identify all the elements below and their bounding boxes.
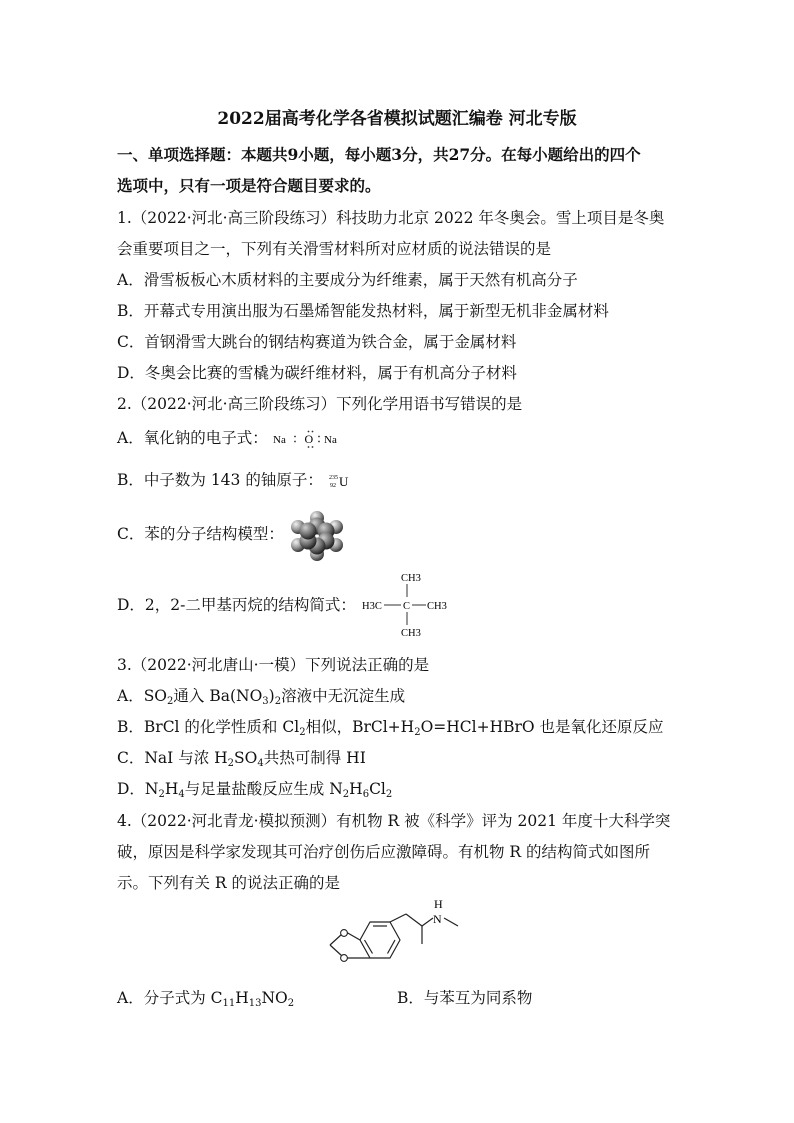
oxygen-atom <box>341 955 348 962</box>
subscript: 2 <box>299 727 306 738</box>
benzene-ring <box>360 922 400 958</box>
text: 通入 Ba(NO <box>173 687 263 705</box>
q3-option-d <box>117 779 392 799</box>
text: ) <box>268 687 275 705</box>
section-header-line1: 一、单项选择题：本题共9小题，每小题3分，共27分。在每小题给出的四个 <box>117 145 641 164</box>
electron-dot <box>318 436 320 438</box>
text: B．BrCl 的化学性质和 Cl <box>117 718 300 736</box>
central-carbon: C <box>403 601 411 612</box>
subscript: 2 <box>167 696 174 707</box>
q2-option-d-text: D．2，2-二甲基丙烷的结构简式： <box>117 596 356 614</box>
text: 溶液中无沉淀生成 <box>281 687 406 705</box>
subscript: 2 <box>287 998 295 1009</box>
q3-option-a <box>117 686 405 706</box>
electron-dot <box>294 436 296 438</box>
text: A．SO <box>117 687 168 705</box>
subscript: 3 <box>262 696 269 707</box>
methyl-top: CH3 <box>401 573 421 584</box>
subscript: 2 <box>274 696 282 707</box>
subscript: 2 <box>227 758 235 769</box>
q4-option-a <box>117 988 294 1008</box>
bond <box>422 918 433 926</box>
electron-dot <box>318 441 320 443</box>
amine-hydrogen: H <box>434 897 443 911</box>
benzene-space-filling-model <box>288 511 346 561</box>
section-header-line2: 选项中，只有一项是符合题目要求的。 <box>117 176 381 195</box>
bond <box>444 918 458 926</box>
q3-option-b <box>117 717 664 737</box>
subscript: 4 <box>257 758 264 769</box>
q4-stem-line1: 4.（2022·河北青龙·模拟预测）有机物 R 被《科学》评为 2021 年度十大科学突 <box>117 812 671 830</box>
q3-option-c <box>117 748 366 768</box>
q1-option-c: C．首钢滑雪大跳台的钢结构赛道为铁合金，属于金属材料 <box>117 333 517 351</box>
subscript: 4 <box>178 789 185 800</box>
atomic-number: 92 <box>329 483 336 489</box>
bond <box>390 914 406 922</box>
q2-option-c <box>117 524 284 544</box>
text: C．NaI 与浓 H <box>117 749 228 767</box>
text: D．N <box>117 780 159 798</box>
q2-option-d <box>117 595 356 615</box>
bond <box>330 945 342 956</box>
q2-option-a <box>117 428 353 450</box>
oxygen-symbol: O <box>304 432 313 446</box>
text: O=HCl+HBrO 也是氧化还原反应 <box>420 718 664 736</box>
subscript: 2 <box>342 789 350 800</box>
sodium-oxide-electron-formula <box>273 428 353 450</box>
text: H <box>349 780 363 798</box>
text: A．分子式为 C <box>117 989 223 1007</box>
bond <box>330 934 342 945</box>
text: 与足量盐酸反应生成 N <box>184 780 343 798</box>
q2-option-c-text: C．苯的分子结构模型： <box>117 525 284 543</box>
q4-option-b: B．与苯互为同系物 <box>397 989 533 1007</box>
neopentane-structure <box>360 568 460 640</box>
methyl-left: H3C <box>362 601 382 612</box>
uranium-symbol: U <box>338 474 349 489</box>
bond <box>346 932 360 940</box>
na-left: Na <box>272 434 286 446</box>
q2-stem: 2.（2022·河北·高三阶段练习）下列化学用语书写错误的是 <box>117 395 523 413</box>
q2-option-b <box>117 470 354 492</box>
q1-stem-line1: 1.（2022·河北·高三阶段练习）科技助力北京 2022 年冬奥会。雪上项目是冬奥 <box>117 209 665 227</box>
bond <box>406 914 422 926</box>
electron-dot <box>307 446 309 448</box>
oxygen-atom <box>341 930 348 937</box>
q1-stem-line2: 会重要项目之一，下列有关滑雪材料所对应材质的说法错误的是 <box>117 240 552 258</box>
methyl-right: CH3 <box>427 601 447 612</box>
q2-option-a-text: A．氧化钠的电子式： <box>117 429 268 447</box>
na-right: Na <box>323 434 337 446</box>
page-title: 2022届高考化学各省模拟试题汇编卷 河北专版 <box>217 109 577 129</box>
subscript: 2 <box>414 727 421 738</box>
text: H <box>164 780 179 798</box>
subscript: 2 <box>158 789 165 800</box>
subscript: 13 <box>248 998 262 1009</box>
text: NO <box>261 989 288 1007</box>
methyl-bottom: CH3 <box>401 628 421 639</box>
text: H <box>235 989 249 1007</box>
q1-option-b: B．开幕式专用演出服为石墨烯智能发热材料，属于新型无机非金属材料 <box>117 302 609 320</box>
carbon-atom <box>300 523 317 540</box>
amine-nitrogen: N <box>433 912 442 926</box>
subscript: 2 <box>385 789 393 800</box>
q1-option-d: D．冬奥会比赛的雪橇为碳纤维材料，属于有机高分子材料 <box>117 364 517 382</box>
q1-option-a: A．滑雪板板心木质材料的主要成分为纤维素，属于天然有机高分子 <box>117 271 578 289</box>
mass-number: 235 <box>328 475 338 481</box>
text: 共热可制得 HI <box>263 749 366 767</box>
text: SO <box>234 749 258 767</box>
text: 相似，BrCl+H <box>305 718 415 736</box>
text: Cl <box>369 780 386 798</box>
uranium-nuclide <box>328 470 354 492</box>
q4-stem-line2: 破，原因是科学家发现其可治疗创伤后应激障碍。有机物 R 的结构简式如图所 <box>117 843 651 861</box>
q2-option-b-text: B．中子数为 143 的铀原子： <box>117 471 323 489</box>
q4-stem-line3: 示。下列有关 R 的说法正确的是 <box>117 874 341 892</box>
subscript: 6 <box>362 789 370 800</box>
q3-stem: 3.（2022·河北唐山·一模）下列说法正确的是 <box>117 656 430 674</box>
subscript: 11 <box>222 998 236 1009</box>
electron-dot <box>311 446 313 448</box>
compound-r-structure <box>318 896 468 980</box>
electron-dot <box>294 441 296 443</box>
